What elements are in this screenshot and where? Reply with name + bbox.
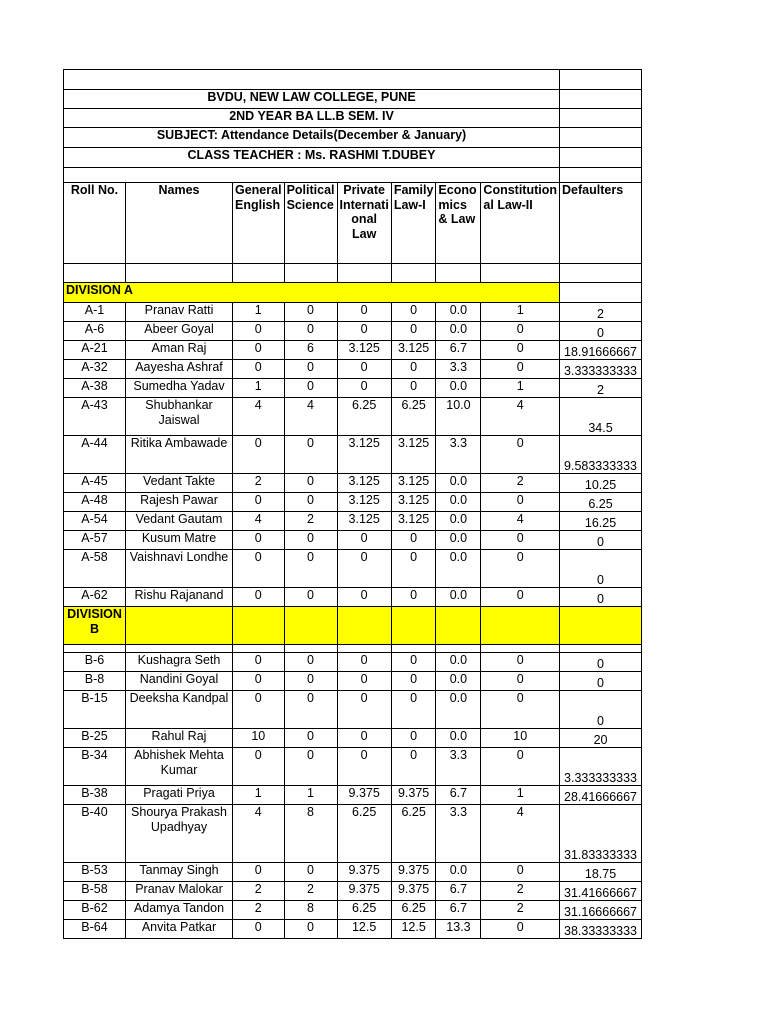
family-cell: 9.375 [391,882,436,901]
defaulters-cell: 9.583333333 [560,436,642,474]
pil-cell: 0 [337,531,391,550]
attendance-table [63,69,642,939]
table-row [64,882,642,901]
division-a-body [64,303,642,607]
pil-cell: 0 [337,379,391,398]
family-cell: 0 [391,691,436,729]
defaulters-cell: 0 [560,672,642,691]
english-cell: 0 [233,691,285,729]
name-cell: Vaishnavi Londhe [126,550,233,588]
roll-cell: B-25 [64,729,126,748]
english-cell: 1 [233,786,285,805]
defaulters-cell: 31.41666667 [560,882,642,901]
roll-cell: A-44 [64,436,126,474]
family-cell: 3.125 [391,436,436,474]
constitution-cell: 0 [481,863,560,882]
political-cell: 0 [284,550,337,588]
english-cell: 0 [233,748,285,786]
english-cell: 0 [233,360,285,379]
division-a-label: DIVISION A [64,283,560,303]
constitution-cell: 0 [481,493,560,512]
political-cell: 0 [284,360,337,379]
economics-cell: 0.0 [436,379,481,398]
column-header-row [64,183,642,264]
name-cell: Nandini Goyal [126,672,233,691]
english-cell: 4 [233,398,285,436]
english-cell: 0 [233,588,285,607]
table-row [64,786,642,805]
table-row [64,588,642,607]
political-cell: 4 [284,398,337,436]
name-cell: Rajesh Pawar [126,493,233,512]
defaulters-cell: 28.41666667 [560,786,642,805]
political-cell: 2 [284,512,337,531]
political-cell: 8 [284,805,337,863]
roll-cell: A-58 [64,550,126,588]
table-row [64,512,642,531]
family-cell: 0 [391,322,436,341]
table-row [64,672,642,691]
table-row [64,805,642,863]
family-cell: 6.25 [391,398,436,436]
name-cell: Vedant Takte [126,474,233,493]
political-cell: 0 [284,303,337,322]
political-cell: 0 [284,493,337,512]
defaulters-cell: 6.25 [560,493,642,512]
pil-cell: 9.375 [337,863,391,882]
family-cell: 6.25 [391,805,436,863]
economics-cell: 0.0 [436,653,481,672]
defaulters-cell: 20 [560,729,642,748]
col-names: Names [126,183,233,264]
constitution-cell: 0 [481,691,560,729]
defaulters-cell: 3.333333333 [560,748,642,786]
pil-cell: 0 [337,729,391,748]
economics-cell: 10.0 [436,398,481,436]
economics-cell: 0.0 [436,322,481,341]
name-cell: Shourya Prakash Upadhyay [126,805,233,863]
pil-cell: 3.125 [337,493,391,512]
english-cell: 0 [233,863,285,882]
division-b-body [64,653,642,939]
family-cell: 0 [391,748,436,786]
name-cell: Rahul Raj [126,729,233,748]
english-cell: 0 [233,322,285,341]
roll-cell: B-64 [64,920,126,939]
english-cell: 1 [233,379,285,398]
economics-cell: 0.0 [436,303,481,322]
col-family: Family Law-I [391,183,436,264]
english-cell: 0 [233,493,285,512]
roll-cell: A-54 [64,512,126,531]
roll-cell: B-40 [64,805,126,863]
constitution-cell: 4 [481,805,560,863]
table-row [64,550,642,588]
pil-cell: 9.375 [337,882,391,901]
table-row [64,360,642,379]
economics-cell: 0.0 [436,512,481,531]
english-cell: 0 [233,920,285,939]
teacher-title: CLASS TEACHER : Ms. RASHMI T.DUBEY [64,148,560,168]
constitution-cell: 2 [481,882,560,901]
political-cell: 0 [284,379,337,398]
name-cell: Aman Raj [126,341,233,360]
pil-cell: 6.25 [337,398,391,436]
pil-cell: 3.125 [337,512,391,531]
english-cell: 0 [233,550,285,588]
defaulters-cell: 18.91666667 [560,341,642,360]
name-cell: Pranav Ratti [126,303,233,322]
pil-cell: 0 [337,550,391,588]
col-roll: Roll No. [64,183,126,264]
constitution-cell: 1 [481,303,560,322]
table-row [64,920,642,939]
name-cell: Tanmay Singh [126,863,233,882]
family-cell: 0 [391,379,436,398]
subject-title: SUBJECT: Attendance Details(December & January) [64,128,560,148]
family-cell: 3.125 [391,341,436,360]
constitution-cell: 0 [481,920,560,939]
english-cell: 0 [233,436,285,474]
economics-cell: 6.7 [436,901,481,920]
english-cell: 2 [233,901,285,920]
economics-cell: 6.7 [436,341,481,360]
constitution-cell: 1 [481,379,560,398]
political-cell: 0 [284,474,337,493]
college-title: BVDU, NEW LAW COLLEGE, PUNE [64,90,560,109]
table-row [64,322,642,341]
defaulters-cell: 18.75 [560,863,642,882]
constitution-cell: 0 [481,531,560,550]
roll-cell: B-8 [64,672,126,691]
table-row [64,303,642,322]
political-cell: 0 [284,920,337,939]
family-cell: 3.125 [391,474,436,493]
roll-cell: A-1 [64,303,126,322]
family-cell: 3.125 [391,512,436,531]
defaulters-cell: 34.5 [560,398,642,436]
table-row [64,341,642,360]
pil-cell: 6.25 [337,805,391,863]
constitution-cell: 0 [481,341,560,360]
pil-cell: 0 [337,303,391,322]
constitution-cell: 0 [481,436,560,474]
pil-cell: 3.125 [337,474,391,493]
name-cell: Kushagra Seth [126,653,233,672]
name-cell: Pranav Malokar [126,882,233,901]
english-cell: 0 [233,653,285,672]
constitution-cell: 0 [481,653,560,672]
table-row [64,748,642,786]
roll-cell: B-6 [64,653,126,672]
defaulters-cell: 16.25 [560,512,642,531]
constitution-cell: 10 [481,729,560,748]
name-cell: Aayesha Ashraf [126,360,233,379]
constitution-cell: 0 [481,550,560,588]
defaulters-cell: 0 [560,588,642,607]
name-cell: Abhishek Mehta Kumar [126,748,233,786]
roll-cell: A-43 [64,398,126,436]
name-cell: Pragati Priya [126,786,233,805]
roll-cell: B-62 [64,901,126,920]
english-cell: 0 [233,531,285,550]
roll-cell: B-38 [64,786,126,805]
family-cell: 12.5 [391,920,436,939]
defaulters-cell: 3.333333333 [560,360,642,379]
name-cell: Sumedha Yadav [126,379,233,398]
family-cell: 0 [391,672,436,691]
political-cell: 0 [284,588,337,607]
defaulters-cell: 38.33333333 [560,920,642,939]
family-cell: 0 [391,653,436,672]
family-cell: 6.25 [391,901,436,920]
defaulters-cell: 2 [560,303,642,322]
division-a-row [64,283,642,303]
economics-cell: 0.0 [436,531,481,550]
col-constitution: Constitution al Law-II [481,183,560,264]
roll-cell: A-21 [64,341,126,360]
constitution-cell: 4 [481,398,560,436]
economics-cell: 0.0 [436,550,481,588]
name-cell: Ritika Ambawade [126,436,233,474]
economics-cell: 13.3 [436,920,481,939]
name-cell: Deeksha Kandpal [126,691,233,729]
name-cell: Abeer Goyal [126,322,233,341]
family-cell: 0 [391,588,436,607]
name-cell: Shubhankar Jaiswal [126,398,233,436]
pil-cell: 0 [337,588,391,607]
english-cell: 1 [233,303,285,322]
name-cell: Anvita Patkar [126,920,233,939]
political-cell: 0 [284,691,337,729]
pil-cell: 3.125 [337,436,391,474]
english-cell: 0 [233,341,285,360]
political-cell: 0 [284,729,337,748]
roll-cell: A-38 [64,379,126,398]
family-cell: 0 [391,303,436,322]
economics-cell: 3.3 [436,748,481,786]
roll-cell: A-57 [64,531,126,550]
political-cell: 0 [284,322,337,341]
roll-cell: B-15 [64,691,126,729]
constitution-cell: 1 [481,786,560,805]
table-row [64,436,642,474]
constitution-cell: 2 [481,474,560,493]
table-row [64,729,642,748]
constitution-cell: 0 [481,672,560,691]
roll-cell: A-32 [64,360,126,379]
economics-cell: 0.0 [436,863,481,882]
economics-cell: 3.3 [436,436,481,474]
family-cell: 9.375 [391,786,436,805]
constitution-cell: 0 [481,748,560,786]
constitution-cell: 0 [481,588,560,607]
economics-cell: 0.0 [436,729,481,748]
family-cell: 3.125 [391,493,436,512]
division-b-label: DIVISION B [64,607,126,645]
defaulters-cell: 0 [560,653,642,672]
pil-cell: 0 [337,672,391,691]
family-cell: 0 [391,360,436,379]
table-row [64,531,642,550]
col-defaulters: Defaulters [560,183,642,264]
pil-cell: 0 [337,748,391,786]
table-row [64,901,642,920]
political-cell: 8 [284,901,337,920]
english-cell: 2 [233,474,285,493]
col-english: General English [233,183,285,264]
pil-cell: 0 [337,691,391,729]
pil-cell: 3.125 [337,341,391,360]
table-row [64,863,642,882]
constitution-cell: 0 [481,360,560,379]
pil-cell: 0 [337,653,391,672]
col-economics: Econo mics & Law [436,183,481,264]
family-cell: 0 [391,531,436,550]
roll-cell: B-53 [64,863,126,882]
family-cell: 0 [391,729,436,748]
table-row [64,493,642,512]
defaulters-cell: 0 [560,550,642,588]
table-row [64,653,642,672]
name-cell: Adamya Tandon [126,901,233,920]
political-cell: 0 [284,531,337,550]
english-cell: 4 [233,805,285,863]
english-cell: 2 [233,882,285,901]
table-row [64,379,642,398]
economics-cell: 0.0 [436,474,481,493]
political-cell: 0 [284,748,337,786]
economics-cell: 3.3 [436,360,481,379]
division-b-row [64,607,642,645]
defaulters-cell: 0 [560,322,642,341]
defaulters-cell: 10.25 [560,474,642,493]
name-cell: Vedant Gautam [126,512,233,531]
defaulters-cell: 31.83333333 [560,805,642,863]
roll-cell: A-45 [64,474,126,493]
name-cell: Kusum Matre [126,531,233,550]
pil-cell: 0 [337,360,391,379]
roll-cell: B-34 [64,748,126,786]
defaulters-cell: 2 [560,379,642,398]
table-row [64,474,642,493]
economics-cell: 0.0 [436,672,481,691]
political-cell: 0 [284,436,337,474]
pil-cell: 9.375 [337,786,391,805]
political-cell: 6 [284,341,337,360]
year-title: 2ND YEAR BA LL.B SEM. IV [64,109,560,128]
economics-cell: 6.7 [436,786,481,805]
col-pil: Private Internati onal Law [337,183,391,264]
political-cell: 0 [284,672,337,691]
roll-cell: B-58 [64,882,126,901]
roll-cell: A-48 [64,493,126,512]
english-cell: 0 [233,672,285,691]
economics-cell: 3.3 [436,805,481,863]
defaulters-cell: 31.16666667 [560,901,642,920]
economics-cell: 0.0 [436,691,481,729]
pil-cell: 6.25 [337,901,391,920]
roll-cell: A-6 [64,322,126,341]
political-cell: 1 [284,786,337,805]
table-row [64,398,642,436]
family-cell: 9.375 [391,863,436,882]
constitution-cell: 4 [481,512,560,531]
pil-cell: 12.5 [337,920,391,939]
constitution-cell: 2 [481,901,560,920]
economics-cell: 0.0 [436,493,481,512]
family-cell: 0 [391,550,436,588]
english-cell: 4 [233,512,285,531]
table-row [64,691,642,729]
political-cell: 2 [284,882,337,901]
economics-cell: 6.7 [436,882,481,901]
political-cell: 0 [284,863,337,882]
defaulters-cell: 0 [560,531,642,550]
economics-cell: 0.0 [436,588,481,607]
pil-cell: 0 [337,322,391,341]
constitution-cell: 0 [481,322,560,341]
col-political: Political Science [284,183,337,264]
defaulters-cell: 0 [560,691,642,729]
political-cell: 0 [284,653,337,672]
name-cell: Rishu Rajanand [126,588,233,607]
roll-cell: A-62 [64,588,126,607]
english-cell: 10 [233,729,285,748]
